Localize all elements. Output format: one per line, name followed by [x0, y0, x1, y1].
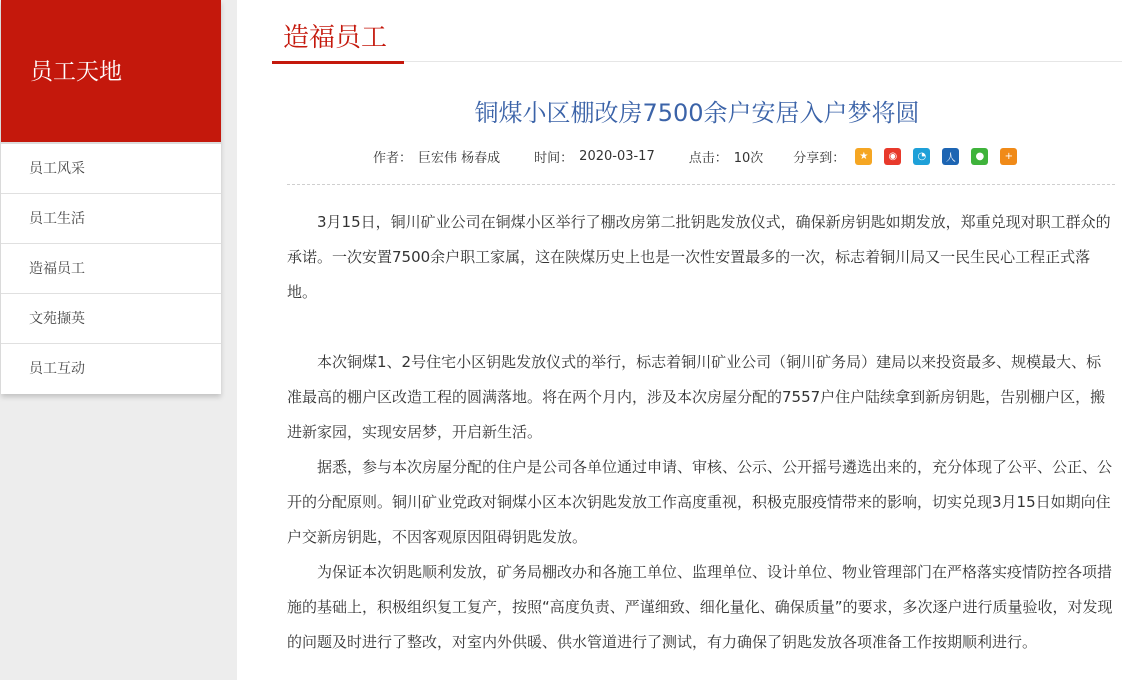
- meta-divider: [287, 184, 1115, 185]
- article-paragraph: 据悉，参与本次房屋分配的住户是公司各单位通过申请、审核、公示、公开摇号遴选出来的，充分体现了公平、公正、公开的分配原则。铜川矿业党政对铜煤小区本次钥匙发放工作高度重视，积极克服疫情带来的影响，切实兑现3月15日如期向住户交新房钥匙，不因客观原因阻碍钥匙发放。: [287, 458, 1113, 546]
- time-label: 时间：: [534, 150, 574, 166]
- more-share-icon[interactable]: +: [1000, 148, 1017, 165]
- share-label: 分享到：: [793, 150, 846, 166]
- article-body: [287, 205, 1115, 660]
- clicks-value: 10次: [733, 150, 764, 166]
- sidebar-item-staff-welfare[interactable]: 造福员工: [1, 244, 221, 294]
- article-meta: [373, 145, 1029, 167]
- sidebar: [1, 0, 221, 394]
- sidebar-item-literature[interactable]: 文苑撷英: [1, 294, 221, 344]
- author-value: 巨宏伟 杨春成: [418, 150, 501, 166]
- qzone-icon[interactable]: ★: [855, 148, 872, 165]
- renren-icon[interactable]: 人: [942, 148, 959, 165]
- clicks-label: 点击：: [688, 150, 728, 166]
- section-divider: [404, 61, 1122, 62]
- main-content: [272, 0, 1122, 680]
- sidebar-item-staff-life[interactable]: 员工生活: [1, 194, 221, 244]
- article-title: 铜煤小区棚改房7500余户安居入户梦将圆: [474, 99, 920, 127]
- tencent-weibo-icon[interactable]: ◔: [913, 148, 930, 165]
- section-title: 造福员工: [283, 23, 388, 53]
- share-icons: [855, 148, 1029, 165]
- sidebar-item-staff-interaction[interactable]: 员工互动: [29, 361, 85, 377]
- article-paragraph: 为保证本次钥匙顺利发放，矿务局棚改办和各施工单位、监理单位、设计单位、物业管理部门在严格落实疫情防控各项措施的基础上，积极组织复工复产，按照“高度负责、严谨细致、细化量化、确保质量”的要求，多次逐户进行质量验收，对发现的问题及时进行了整改，对室内外供暖、供水管道进行了测试，有力确保了钥匙发放各项准备工作按期顺利进行。: [287, 563, 1113, 651]
- wechat-icon[interactable]: ●: [971, 148, 988, 165]
- time-value: 2020-03-17: [579, 148, 655, 164]
- weibo-icon[interactable]: ◉: [884, 148, 901, 165]
- sidebar-title: 员工天地: [1, 0, 221, 144]
- author-label: 作者：: [373, 150, 413, 166]
- article-paragraph: 本次铜煤1、2号住宅小区钥匙发放仪式的举行，标志着铜川矿业公司（铜川矿务局）建局以来投资最多、规模最大、标准最高的棚户区改造工程的圆满落地。将在两个月内，涉及本次房屋分配的7557户住户陆续拿到新房钥匙，告别棚户区，搬进新家园，实现安居梦，开启新生活。: [287, 353, 1106, 441]
- section-tab: [272, 0, 404, 64]
- sidebar-item-staff-style[interactable]: 员工风采: [1, 144, 221, 194]
- article-paragraph: 3月15日，铜川矿业公司在铜煤小区举行了棚改房第二批钥匙发放仪式，确保新房钥匙如期发放，郑重兑现对职工群众的承诺。一次安置7500余户职工家属，这在陕煤历史上也是一次性安置最多的一次，标志着铜川局又一民生民心工程正式落地。: [287, 213, 1111, 301]
